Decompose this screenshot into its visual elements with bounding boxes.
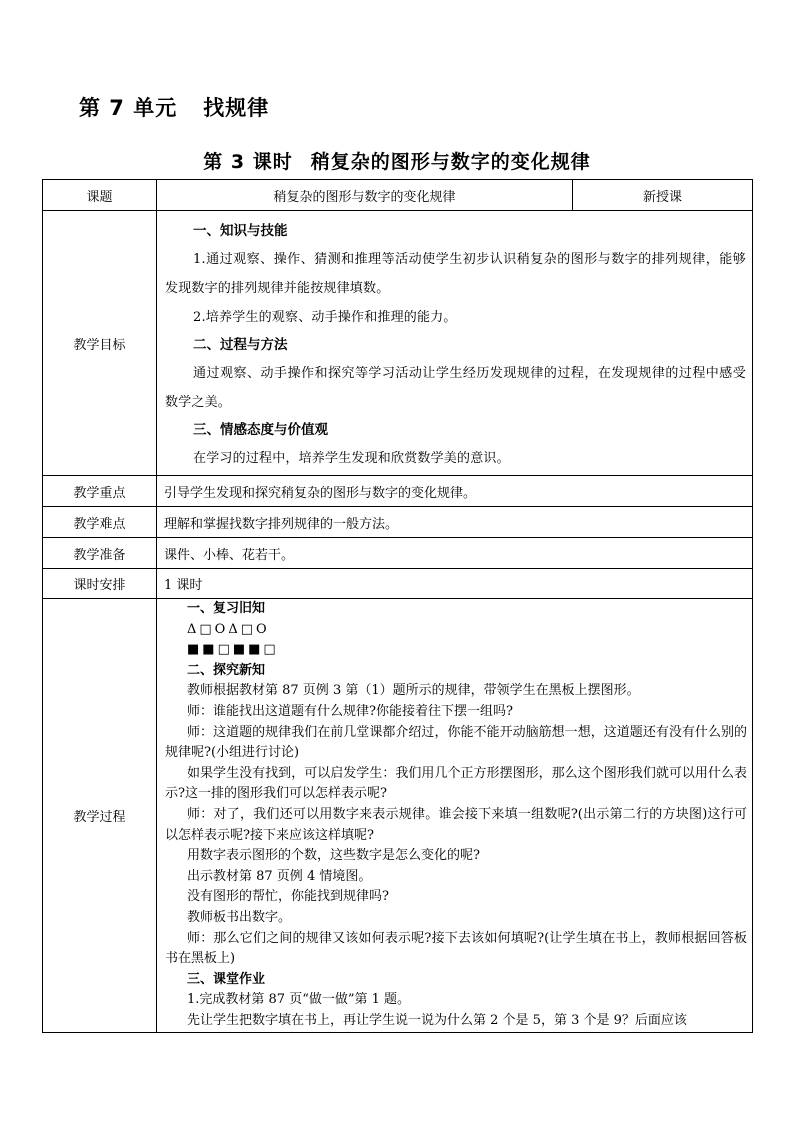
process-para-11: 1.完成教材第 87 页“做一做”第 1 题。: [187, 992, 411, 1008]
objectives-label: 教学目标: [43, 211, 157, 476]
process-label: 教学过程: [43, 599, 157, 1033]
subject-value: 稍复杂的图形与数字的变化规律: [157, 180, 573, 211]
objectives-para-3: 通过观察、动手操作和探究等学习活动让学生经历发现规律的过程，在发现规律的过程中感受数学之美。: [165, 365, 746, 410]
process-para-12: 先让学生把数字填在书上，再让学生说一说为什么第 2 个是 5，第 3 个是 9？后面应该: [187, 1012, 687, 1028]
shapes-row-2: ■■□■■□: [187, 642, 279, 658]
objectives-cell: [157, 211, 753, 476]
row-subject: [43, 180, 753, 211]
process-heading-2: 二、探究新知: [187, 662, 266, 678]
difficulty-value: 理解和掌握找数字排列规律的一般方法。: [157, 507, 753, 538]
row-key-point: [43, 476, 753, 507]
key-point-label: 教学重点: [43, 476, 157, 507]
process-heading-1: 一、复习旧知: [187, 601, 266, 616]
lesson-label: 第 3 课时: [203, 151, 293, 173]
row-objectives: [43, 211, 753, 476]
process-para-1: 教师根据教材第 87 页例 3 第（1）题所示的规律，带领学生在黑板上摆图形。: [187, 683, 640, 699]
schedule-label: 课时安排: [43, 569, 157, 599]
process-para-2: 师：谁能找出这道题有什么规律?你能接着往下摆一组吗?: [187, 703, 513, 719]
row-schedule: [43, 569, 753, 599]
process-heading-3: 三、课堂作业: [187, 971, 266, 987]
objectives-heading-1: 一、知识与技能: [193, 222, 288, 239]
process-para-5: 师：对了，我们还可以用数字来表示规律。谁会接下来填一组数呢?(出示第二行的方块图)这行可以怎样表示呢?接下来应该这样填呢?: [165, 806, 747, 843]
preparation-label: 教学准备: [43, 538, 157, 569]
objectives-para-4: 在学习的过程中，培养学生发现和欣赏数学美的意识。: [193, 450, 510, 466]
row-difficulty: [43, 507, 753, 538]
objectives-para-2: 2.培养学生的观察、动手操作和推理的能力。: [193, 309, 457, 325]
unit-topic: 找规律: [203, 96, 270, 120]
lesson-plan-table: [42, 179, 753, 1033]
process-para-6: 用数字表示图形的个数，这些数字是怎么变化的呢?: [187, 848, 480, 864]
process-para-10: 师：那么它们之间的规律又该如何表示呢?接下去该如何填呢?(让学生填在书上，教师根据回答板书在黑板上): [165, 930, 747, 967]
objectives-heading-2: 二、过程与方法: [193, 336, 288, 353]
row-preparation: [43, 538, 753, 569]
preparation-value: 课件、小棒、花若干。: [157, 538, 753, 569]
unit-title: [79, 92, 269, 122]
process-para-3: 师：这道题的规律我们在前几堂课都介绍过，你能不能开动脑筋想一想，这道题还有没有什么别的规律呢?(小组进行讨论): [165, 724, 747, 761]
subject-label: 课题: [43, 180, 157, 211]
process-para-4: 如果学生没有找到，可以启发学生：我们用几个正方形摆图形，那么这个图形我们就可以用什么表示?这一排的图形我们可以怎样表示呢?: [165, 765, 747, 802]
lesson-name: 稍复杂的图形与数字的变化规律: [310, 151, 591, 173]
process-para-8: 没有图形的帮忙，你能找到规律吗?: [187, 889, 389, 905]
shapes-row-1: Δ□ΟΔ□Ο: [187, 621, 270, 637]
process-para-7: 出示教材第 87 页例 4 情境图。: [187, 868, 372, 884]
difficulty-label: 教学难点: [43, 507, 157, 538]
objectives-heading-3: 三、情感态度与价值观: [193, 421, 328, 438]
row-process: [43, 599, 753, 1033]
lesson-title: [0, 147, 794, 174]
process-para-9: 教师板书出数字。: [187, 909, 292, 925]
process-cell: [157, 599, 753, 1033]
schedule-value: 1 课时: [157, 569, 753, 599]
unit-label: 第 7 单元: [79, 96, 178, 120]
lesson-type: 新授课: [573, 180, 753, 211]
objectives-para-1: 1.通过观察、操作、猜测和推理等活动使学生初步认识稍复杂的图形与数字的排列规律，能够发现数字的排列规律并能按规律填数。: [165, 251, 746, 296]
key-point-value: 引导学生发现和探究稍复杂的图形与数字的变化规律。: [157, 476, 753, 507]
